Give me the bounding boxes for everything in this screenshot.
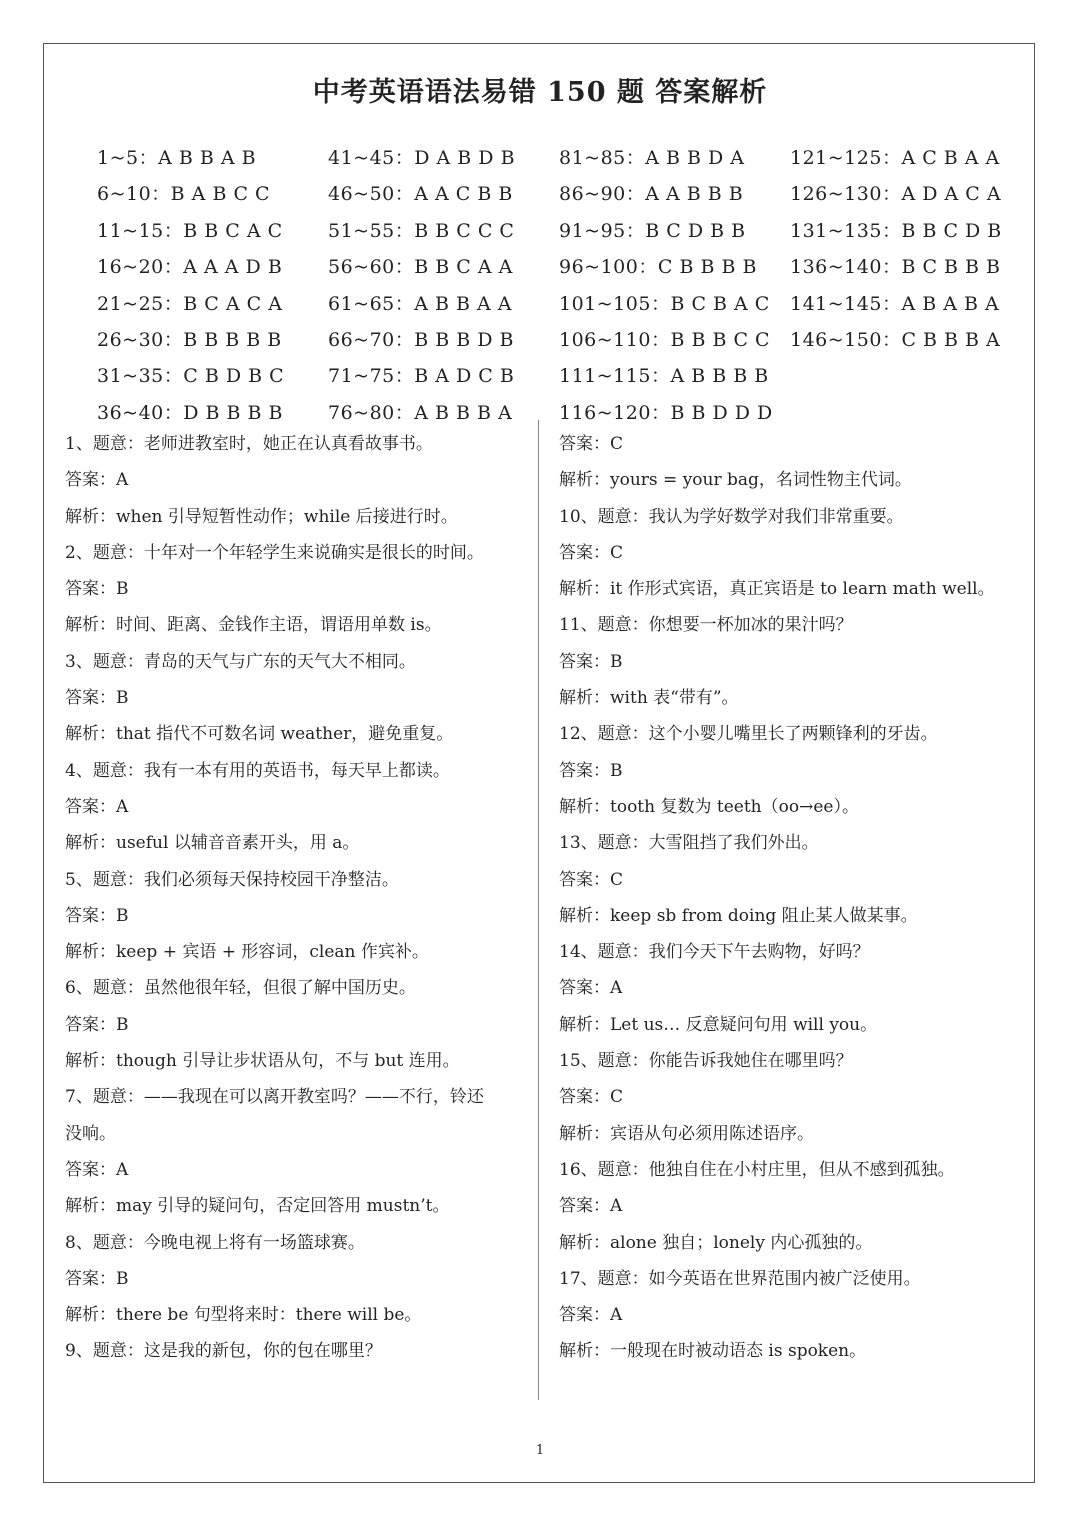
explanation-line: 8、题意：今晚电视上将有一场篮球赛。 (65, 1232, 365, 1253)
explanation-line: 答案：B (65, 1014, 129, 1035)
answer-key-item: 86~90：A A B B B (559, 183, 744, 206)
answer-key-item: 116~120：B B D D D (559, 401, 773, 424)
explanation-line: 解析：may 引导的疑问句，否定回答用 mustn’t。 (65, 1196, 450, 1217)
explanation-line: 2、题意：十年对一个年轻学生来说确实是很长的时间。 (65, 542, 484, 563)
answer-key-column-3 (559, 140, 789, 431)
explanation-line: 解析：时间、距离、金钱作主语，谓语用单数 is。 (65, 615, 442, 636)
explanation-line: 14、题意：我们今天下午去购物，好吗？ (559, 942, 870, 963)
explanation-line: 11、题意：你想要一杯加冰的果汁吗？ (559, 615, 853, 636)
answer-key-item: 41~45：D A B D B (328, 147, 516, 169)
explanation-line: 5、题意：我们必须每天保持校园干净整洁。 (65, 869, 399, 890)
answer-key-grid (97, 140, 1017, 430)
answer-key-item: 31~35：C B D B C (97, 365, 285, 388)
page-number: 1 (535, 1443, 545, 1458)
explanation-line: 解析：it 作形式宾语，真正宾语是 to learn math well。 (559, 579, 995, 600)
explanation-line: 解析：yours = your bag，名词性物主代词。 (559, 470, 912, 491)
explanation-line: 答案：B (559, 651, 623, 672)
answer-key-item: 131~135：B B C D B (790, 219, 1002, 242)
explanation-line: 解析：keep + 宾语 + 形容词，clean 作宾补。 (65, 942, 429, 963)
answer-key-item: 141~145：A B A B A (790, 292, 1000, 315)
right-explanation-column (559, 426, 1019, 1370)
explanation-line: 15、题意：你能告诉我她住在哪里吗？ (559, 1051, 853, 1072)
answer-key-item: 46~50：A A C B B (328, 183, 513, 206)
answer-key-column-4 (790, 140, 1020, 358)
answer-key-item: 106~110：B B B C C (559, 328, 771, 351)
explanation-line: 答案：A (559, 1196, 623, 1217)
answer-key-item: 66~70：B B B D B (328, 328, 515, 351)
explanation-line: 答案：A (559, 1305, 623, 1326)
explanation-line: 解析：Let us… 反意疑问句用 will you。 (559, 1014, 878, 1035)
document-title: 中考英语语法易错 150 题 答案解析 (312, 77, 768, 108)
explanation-line: 答案：C (559, 869, 624, 890)
explanation-line: 解析：alone 独自；lonely 内心孤独的。 (559, 1232, 873, 1253)
explanation-line: 12、题意：这个小婴儿嘴里长了两颗锋利的牙齿。 (559, 724, 938, 745)
answer-key-item: 11~15：B B C A C (97, 219, 283, 242)
answer-key-item: 1~5：A B B A B (97, 147, 257, 169)
explanation-line: 解析：一般现在时被动语态 is spoken。 (559, 1341, 867, 1362)
explanation-line: 1、题意：老师进教室时，她正在认真看故事书。 (65, 434, 433, 454)
answer-key-item: 21~25：B C A C A (97, 292, 283, 315)
explanation-line: 答案：B (65, 688, 129, 709)
explanation-line: 解析：宾语从句必须用陈述语序。 (559, 1123, 814, 1144)
answer-key-item: 36~40：D B B B B (97, 401, 284, 424)
answer-key-item: 81~85：A B B D A (559, 147, 745, 169)
answer-key-item: 91~95：B C D B B (559, 219, 746, 242)
explanation-line: 9、题意：这是我的新包，你的包在哪里？ (65, 1341, 382, 1362)
explanation-line: 解析：with 表“带有”。 (559, 688, 739, 709)
explanation-line: 答案：B (65, 905, 129, 926)
explanation-line: 10、题意：我认为学好数学对我们非常重要。 (559, 506, 904, 527)
explanation-line: 解析：tooth 复数为 teeth（oo→ee）。 (559, 796, 859, 817)
explanation-line: 解析：there be 句型将来时：there will be。 (65, 1305, 422, 1326)
answer-key-item: 111~115：A B B B B (559, 365, 769, 388)
answer-key-item: 126~130：A D A C A (790, 183, 1002, 206)
answer-key-item: 146~150：C B B B A (790, 328, 1001, 351)
explanation-line: 解析：keep sb from doing 阻止某人做某事。 (559, 905, 918, 926)
answer-key-item: 96~100：C B B B B (559, 256, 757, 279)
column-divider (538, 420, 539, 1400)
answer-key-item: 56~60：B B C A A (328, 256, 513, 279)
answer-key-column-1 (97, 140, 327, 431)
answer-key-item: 136~140：B C B B B (790, 256, 1001, 279)
answer-key-item: 61~65：A B B A A (328, 292, 513, 315)
explanation-line: 没响。 (65, 1123, 116, 1144)
explanation-line: 3、题意：青岛的天气与广东的天气大不相同。 (65, 651, 416, 672)
explanation-line: 答案：B (65, 579, 129, 600)
explanation-line: 答案：B (559, 760, 623, 781)
answer-key-item: 6~10：B A B C C (97, 183, 271, 206)
explanation-line: 4、题意：我有一本有用的英语书，每天早上都读。 (65, 760, 450, 781)
explanation-line: 解析：useful 以辅音音素开头，用 a。 (65, 833, 360, 854)
explanation-line: 解析：though 引导让步状语从句，不与 but 连用。 (65, 1051, 460, 1072)
explanation-line: 答案：A (559, 978, 623, 999)
explanation-line: 解析：that 指代不可数名词 weather，避免重复。 (65, 724, 454, 745)
explanation-line: 解析：when 引导短暂性动作；while 后接进行时。 (65, 506, 458, 527)
explanation-line: 答案：C (559, 1087, 624, 1108)
answer-key-column-2 (328, 140, 558, 431)
left-explanation-column (65, 426, 533, 1370)
answer-key-item: 51~55：B B C C C (328, 219, 515, 242)
answer-key-item: 101~105：B C B A C (559, 292, 770, 315)
explanation-line: 答案：A (65, 470, 129, 491)
explanation-line: 答案：C (559, 434, 624, 454)
explanation-line: 答案：B (65, 1268, 129, 1289)
explanation-line: 7、题意：——我现在可以离开教室吗？——不行，铃还 (65, 1087, 484, 1108)
explanation-line: 13、题意：大雪阻挡了我们外出。 (559, 833, 819, 854)
answer-key-item: 71~75：B A D C B (328, 365, 515, 388)
answer-key-item: 16~20：A A A D B (97, 256, 283, 279)
explanation-line: 答案：C (559, 542, 624, 563)
explanation-line: 答案：A (65, 1159, 129, 1180)
answer-key-item: 121~125：A C B A A (790, 147, 1000, 169)
explanation-line: 6、题意：虽然他很年轻，但很了解中国历史。 (65, 978, 416, 999)
answer-key-item: 76~80：A B B B A (328, 401, 513, 424)
explanation-line: 答案：A (65, 796, 129, 817)
answer-key-item: 26~30：B B B B B (97, 328, 282, 351)
explanation-line: 16、题意：他独自住在小村庄里，但从不感到孤独。 (559, 1159, 955, 1180)
explanation-line: 17、题意：如今英语在世界范围内被广泛使用。 (559, 1268, 921, 1289)
